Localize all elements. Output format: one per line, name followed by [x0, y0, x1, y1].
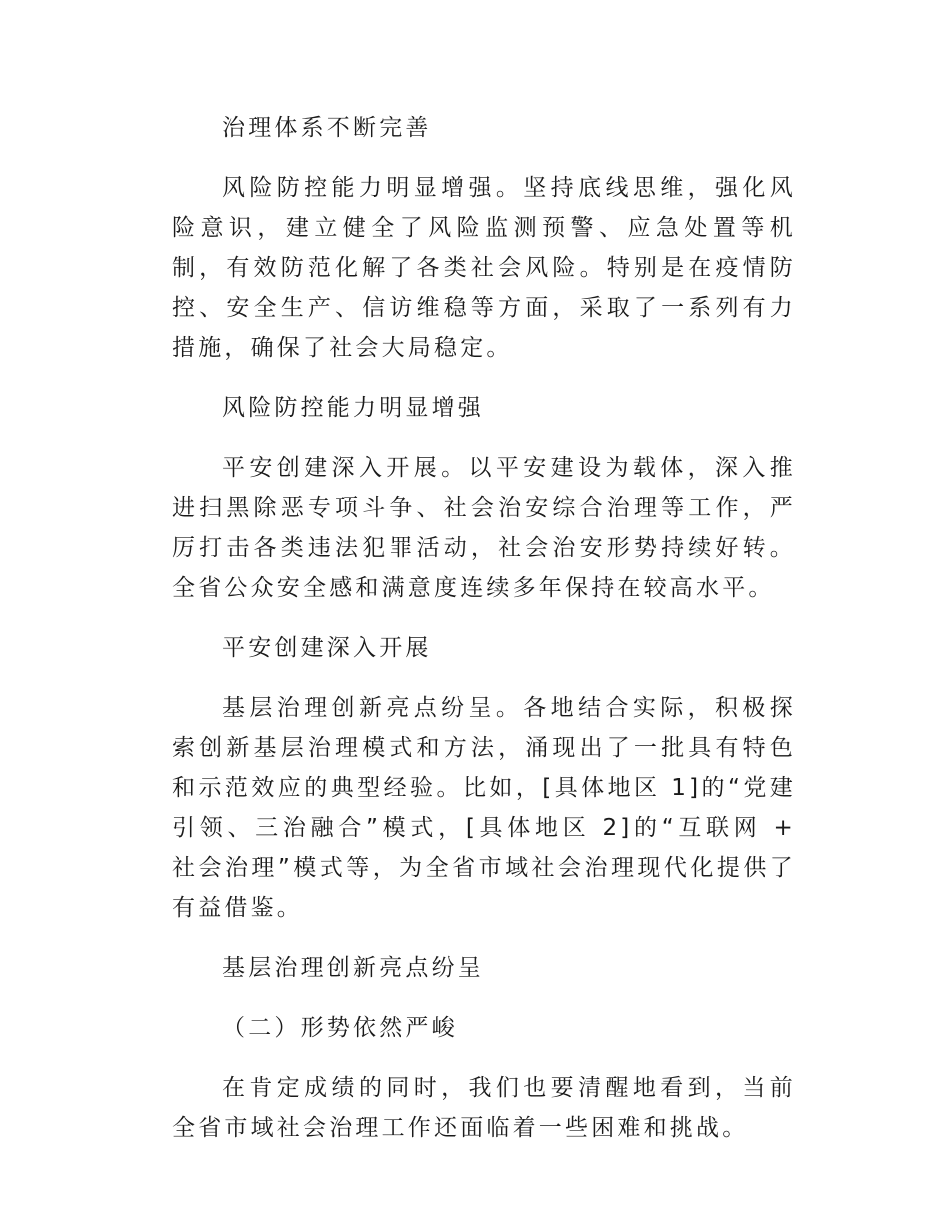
section-heading: 平安创建深入开展: [222, 635, 432, 661]
body-paragraph: 在肯定成绩的同时，我们也要清醒地看到，当前全省市域社会治理工作还面临着一些困难和挑战。: [172, 1075, 796, 1141]
section-heading: 风险防控能力明显增强: [222, 395, 484, 421]
document-body: [172, 108, 796, 1168]
body-paragraph: 平安创建深入开展。以平安建设为载体，深入推进扫黑除恶专项斗争、社会治安综合治理等工作，严厉打击各类违法犯罪活动，社会治安形势持续好转。全省公众安全感和满意度连续多年保持在较高水平。: [172, 455, 796, 601]
body-paragraph: 风险防控能力明显增强。坚持底线思维，强化风险意识，建立健全了风险监测预警、应急处置等机制，有效防范化解了各类社会风险。特别是在疫情防控、安全生产、信访维稳等方面，采取了一系列有力措施，确保了社会大局稳定。: [172, 175, 796, 361]
section-heading: 基层治理创新亮点纷呈: [222, 955, 484, 981]
body-paragraph: 基层治理创新亮点纷呈。各地结合实际，积极探索创新基层治理模式和方法，涌现出了一批具有特色和示范效应的典型经验。比如，[具体地区 1]的“党建引领、三治融合”模式，[具体地区 2]的“互联网 + 社会治理”模式等，为全省市域社会治理现代化提供了有益借鉴。: [172, 695, 796, 921]
section-heading: 治理体系不断完善: [222, 115, 432, 141]
subsection-heading: （二）形势依然严峻: [222, 1015, 458, 1041]
